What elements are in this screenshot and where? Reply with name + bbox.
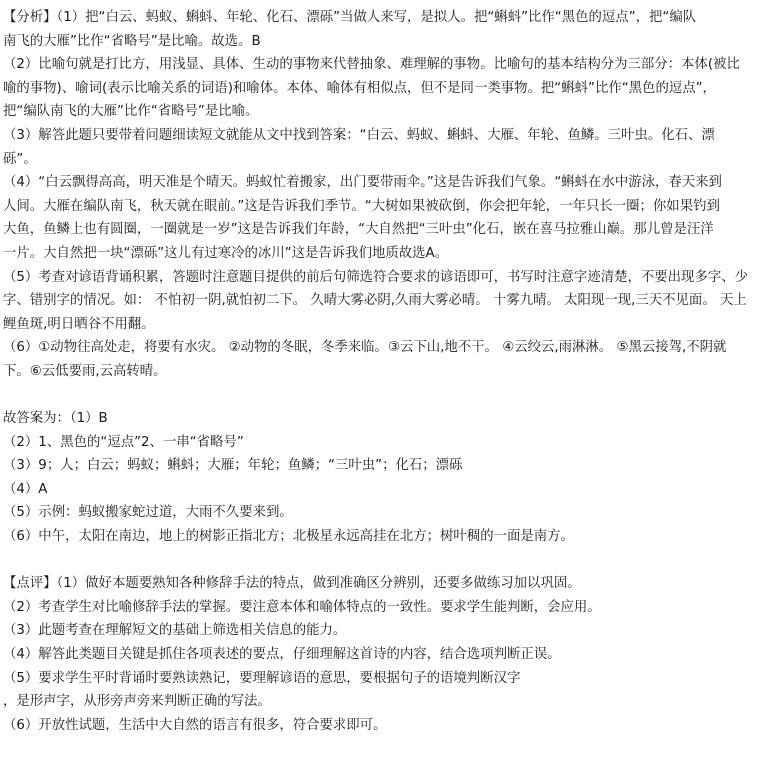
analysis-line-7: 砾”。 bbox=[3, 151, 37, 167]
comment-line-1: 【点评】（1）做好本题要熟知各种修辞手法的特点，做到准确区分辨别，还要多做练习加以巩固。 bbox=[3, 576, 581, 592]
analysis-line-12: （5）考查对谚语背诵积累，答题时注意题目提供的前后句筛选符合要求的谚语即可，书写时注意字迹清楚，不要出现多字、少 bbox=[3, 269, 748, 285]
analysis-line-5: 把“编队南飞的大雁”比作“省略号”是比喻。 bbox=[3, 104, 259, 120]
comment-line-2: （2）考查学生对比喻修辞手法的掌握。要注意本体和喻体特点的一致性。要求学生能判断，会应用。 bbox=[3, 599, 601, 615]
answer-line-5: （5）示例：蚂蚁搬家蛇过道，大雨不久要来到。 bbox=[3, 505, 293, 521]
answer-document bbox=[3, 6, 777, 737]
analysis-line-14: 鲤鱼斑,明日晒谷不用翻。 bbox=[3, 316, 155, 332]
analysis-line-15: （6）①动物往高处走，将要有水灾。 ②动物的冬眠，冬季来临。③云下山,地不干。 ④云绞云,雨淋淋。 ⑤黑云接驾,不阴就 bbox=[3, 340, 727, 356]
answer-line-2: （2）1、黑色的“逗点”2、一串“省略号” bbox=[3, 434, 244, 450]
analysis-line-16: 下。⑥云低要雨,云高转晴。 bbox=[3, 363, 167, 379]
comment-line-5: （5）要求学生平时背诵时要熟读熟记，要理解谚语的意思，要根据句子的语境判断汉字 bbox=[3, 670, 521, 686]
analysis-line-10: 大鱼，鱼鳞上也有圆圈，一圈就是一岁”这是告诉我们年龄，“大自然把“三叶虫”化石，嵌在喜马拉雅山巅。那儿曾是汪洋 bbox=[3, 222, 714, 238]
answer-line-4: （4）A bbox=[3, 481, 48, 497]
analysis-line-11: 一片。大自然把一块“漂砾”这儿有过寒冷的冰川”这是告诉我们地质故选A。 bbox=[3, 245, 449, 261]
comment-line-6: ，是形声字，从形旁声旁来判断正确的写法。 bbox=[3, 694, 271, 710]
comment-line-3: （3）此题考查在理解短文的基础上筛选相关信息的能力。 bbox=[3, 623, 347, 639]
analysis-line-6: （3）解答此题只要带着问题细读短文就能从文中找到答案：“白云、蚂蚁、蝌蚪、大雁、年轮、鱼鳞。三叶虫。化石、漂 bbox=[3, 127, 715, 143]
comment-line-4: （4）解答此类题目关键是抓住各项表述的要点，仔细理解这首诗的内容，结合选项判断正误。 bbox=[3, 647, 561, 663]
analysis-line-4: 喻的事物)、喻词(表示比喻关系的词语)和喻体。本体、喻体有相似点，但不是同一类事物。把“蝌蚪”比作“黑色的逗点”， bbox=[3, 80, 716, 96]
blank-line bbox=[3, 549, 777, 573]
analysis-line-1: 【分析】（1）把“白云、蚂蚁、蝌蚪、年轮、化石、漂砾”当做人来写，是拟人。把“蝌蚪”比作“黑色的逗点”，把“编队 bbox=[3, 10, 697, 25]
analysis-line-13: 字、错别字的情况。如： 不怕初一阴,就怕初二下。 久晴大雾必阴,久雨大雾必晴。 十雾九晴。 太阳现一现,三天不见面。 天上 bbox=[3, 293, 747, 309]
blank-line bbox=[3, 384, 777, 408]
answer-line-6: （6）中午，太阳在南边，地上的树影正指北方；北极星永远高挂在北方；树叶稠的一面是南方。 bbox=[3, 529, 574, 545]
analysis-line-3: （2）比喻句就是打比方，用浅显、具体、生动的事物来代替抽象、难理解的事物。比喻句的基本结构分为三部分：本体(被比 bbox=[3, 57, 740, 73]
analysis-line-8: （4）“白云飘得高高，明天准是个晴天。蚂蚁忙着搬家，出门要带雨伞。”这是告诉我们气象。“蝌蚪在水中游泳，春天来到 bbox=[3, 175, 722, 191]
analysis-line-2: 南飞的大雁”比作“省略号”是比喻。故选。B bbox=[3, 33, 261, 49]
answer-line-1: 故答案为：（1）B bbox=[3, 411, 108, 427]
analysis-line-9: 人间。大雁在编队南飞，秋天就在眼前。”这是告诉我们季节。“大树如果被砍倒，你会把年轮，一年只长一圈；你如果钓到 bbox=[3, 198, 720, 214]
comment-line-7: （6）开放性试题，生活中大自然的语言有很多，符合要求即可。 bbox=[3, 717, 387, 733]
answer-line-3: （3）9；人；白云；蚂蚁；蝌蚪；大雁；年轮；鱼鳞；“三叶虫”；化石；漂砾 bbox=[3, 458, 463, 474]
